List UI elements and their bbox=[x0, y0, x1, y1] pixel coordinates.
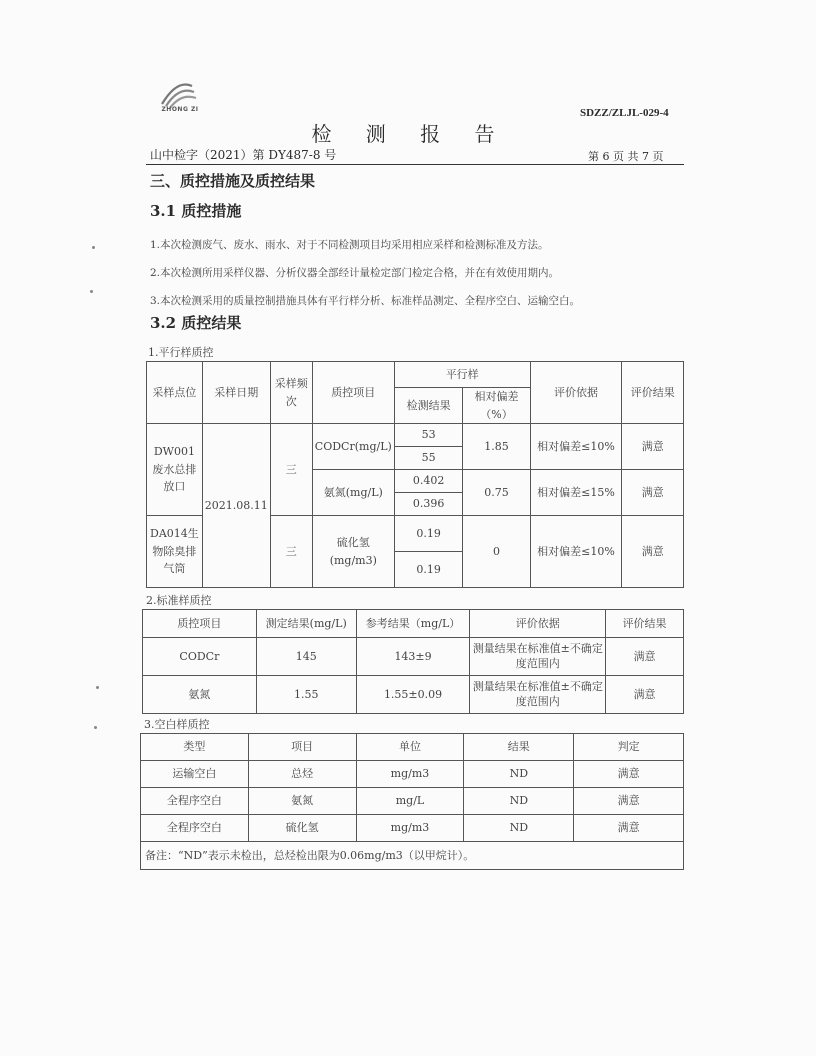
basis-cell: 相对偏差≤10% bbox=[530, 424, 622, 470]
header-item: 质控项目 bbox=[312, 362, 394, 424]
header-result: 检测结果 bbox=[394, 388, 463, 424]
blank-caption: 3.空白样质控 bbox=[144, 718, 210, 731]
page-info: 第 6 页 共 7 页 bbox=[588, 150, 664, 163]
measure-item-2: 2.本次检测所用采样仪器、分析仪器全部经计量检定部门检定合格，并在有效使用期内。 bbox=[150, 267, 560, 279]
measure-item-1: 1.本次检测废气、废水、雨水、对于不同检测项目均采用相应采样和检测标准及方法。 bbox=[150, 239, 549, 251]
blank-cell: 满意 bbox=[574, 815, 684, 842]
blank-header: 类型 bbox=[141, 734, 249, 761]
std-header: 参考结果（mg/L） bbox=[356, 610, 470, 638]
scan-speck bbox=[96, 686, 99, 689]
report-reference: 山中检字（2021）第 DY487-8 号 bbox=[150, 148, 337, 162]
std-cell: 1.55±0.09 bbox=[356, 676, 470, 714]
std-header: 测定结果(mg/L) bbox=[256, 610, 356, 638]
blank-cell: 运输空白 bbox=[141, 761, 249, 788]
date-cell: 2021.08.11 bbox=[202, 424, 270, 588]
eval-cell: 满意 bbox=[622, 516, 684, 588]
deviation-cell: 1.85 bbox=[463, 424, 530, 470]
point-cell: DW001废水总排放口 bbox=[147, 424, 203, 516]
blank-cell: 氨氮 bbox=[248, 788, 356, 815]
std-cell: 满意 bbox=[606, 638, 684, 676]
scan-speck bbox=[94, 726, 97, 729]
section-3-heading: 三、质控措施及质控结果 bbox=[150, 172, 316, 190]
blank-cell: mg/m3 bbox=[356, 761, 464, 788]
blank-cell: mg/m3 bbox=[356, 815, 464, 842]
std-header: 评价结果 bbox=[606, 610, 684, 638]
header-date: 采样日期 bbox=[202, 362, 270, 424]
header-point: 采样点位 bbox=[147, 362, 203, 424]
header-parallel-group: 平行样 bbox=[394, 362, 530, 388]
result-cell: 0.19 bbox=[394, 516, 463, 552]
blank-cell: 满意 bbox=[574, 788, 684, 815]
result-cell: 55 bbox=[394, 447, 463, 470]
blank-cell: 全程序空白 bbox=[141, 788, 249, 815]
std-header: 质控项目 bbox=[143, 610, 257, 638]
result-cell: 0.402 bbox=[394, 470, 463, 493]
item-cell: 氨氮(mg/L) bbox=[312, 470, 394, 516]
section-3-1-heading: 3.1 质控措施 bbox=[150, 202, 242, 220]
std-cell: 145 bbox=[256, 638, 356, 676]
blank-cell: ND bbox=[464, 761, 574, 788]
logo-text: ZHONG ZI bbox=[161, 106, 199, 113]
blank-cell: 全程序空白 bbox=[141, 815, 249, 842]
point-cell: DA014生物除臭排气筒 bbox=[147, 516, 203, 588]
blank-cell: 满意 bbox=[574, 761, 684, 788]
measure-item-3: 3.本次检测采用的质量控制措施具体有平行样分析、标准样品测定、全程序空白、运输空白。 bbox=[150, 295, 581, 307]
item-cell: CODCr(mg/L) bbox=[312, 424, 394, 470]
freq-cell: 三 bbox=[270, 424, 312, 516]
std-cell: 测量结果在标准值±不确定度范围内 bbox=[470, 638, 606, 676]
document-code: SDZZ/ZLJL-029-4 bbox=[580, 107, 669, 119]
std-cell: 氨氮 bbox=[143, 676, 257, 714]
basis-cell: 相对偏差≤15% bbox=[530, 470, 622, 516]
standard-caption: 2.标准样质控 bbox=[146, 594, 212, 607]
header-basis: 评价依据 bbox=[530, 362, 622, 424]
result-cell: 0.19 bbox=[394, 552, 463, 588]
std-cell: 143±9 bbox=[356, 638, 470, 676]
blank-cell: ND bbox=[464, 788, 574, 815]
blank-cell: 总烃 bbox=[248, 761, 356, 788]
blank-header: 项目 bbox=[248, 734, 356, 761]
standard-sample-table bbox=[142, 609, 684, 714]
scan-speck bbox=[92, 246, 95, 249]
deviation-cell: 0.75 bbox=[463, 470, 530, 516]
std-cell: 1.55 bbox=[256, 676, 356, 714]
std-cell: 满意 bbox=[606, 676, 684, 714]
scan-speck bbox=[90, 290, 93, 293]
freq-cell: 三 bbox=[270, 516, 312, 588]
blank-header: 判定 bbox=[574, 734, 684, 761]
eval-cell: 满意 bbox=[622, 470, 684, 516]
header-deviation: 相对偏差（%） bbox=[463, 388, 530, 424]
blank-cell: 硫化氢 bbox=[248, 815, 356, 842]
basis-cell: 相对偏差≤10% bbox=[530, 516, 622, 588]
header-freq: 采样频次 bbox=[270, 362, 312, 424]
deviation-cell: 0 bbox=[463, 516, 530, 588]
blank-header: 结果 bbox=[464, 734, 574, 761]
blank-sample-table bbox=[140, 733, 684, 870]
blank-cell: mg/L bbox=[356, 788, 464, 815]
blank-note: 备注：“ND”表示未检出，总烃检出限为0.06mg/m3（以甲烷计）。 bbox=[141, 842, 684, 870]
std-cell: 测量结果在标准值±不确定度范围内 bbox=[470, 676, 606, 714]
section-3-2-heading: 3.2 质控结果 bbox=[150, 314, 242, 332]
item-cell: 硫化氢(mg/m3) bbox=[312, 516, 394, 588]
blank-cell: ND bbox=[464, 815, 574, 842]
blank-header: 单位 bbox=[356, 734, 464, 761]
parallel-caption: 1.平行样质控 bbox=[148, 346, 214, 359]
header-rule bbox=[146, 164, 684, 165]
report-title: 检 测 报 告 bbox=[311, 122, 509, 146]
result-cell: 53 bbox=[394, 424, 463, 447]
header-eval: 评价结果 bbox=[622, 362, 684, 424]
result-cell: 0.396 bbox=[394, 493, 463, 516]
parallel-sample-table bbox=[146, 361, 684, 588]
std-cell: CODCr bbox=[143, 638, 257, 676]
std-header: 评价依据 bbox=[470, 610, 606, 638]
eval-cell: 满意 bbox=[622, 424, 684, 470]
